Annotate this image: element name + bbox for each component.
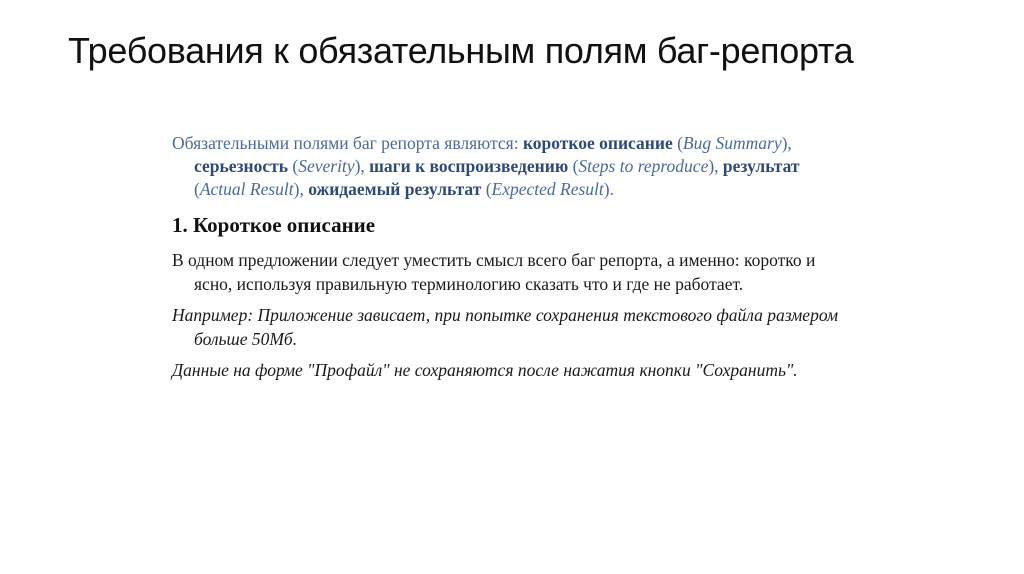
field-expected-name: ожидаемый результат	[308, 179, 482, 199]
section-heading: 1. Короткое описание	[172, 213, 376, 237]
field-steps-name: шаги к воспроизведению	[369, 156, 569, 176]
paren-close: ).	[603, 179, 614, 199]
paren-open: (	[672, 133, 683, 153]
field-severity-name: серьезность	[194, 156, 288, 176]
paren-close: ),	[354, 156, 370, 176]
intro-paragraph	[172, 132, 852, 201]
field-actual-en: Actual Result	[199, 179, 294, 199]
paren-open: (	[194, 179, 200, 199]
intro-lead: Обязательными полями баг репорта являются:	[172, 133, 523, 153]
field-actual-name: результат	[722, 156, 800, 176]
example-paragraph-1: Например: Приложение зависает, при попытке сохранения текстового файла размером больше 50Мб.	[172, 305, 839, 349]
field-steps-en: Steps to reproduce	[578, 156, 709, 176]
paren-close: ),	[708, 156, 723, 176]
paren-close: ),	[293, 179, 309, 199]
paren-close: ),	[781, 133, 792, 153]
paren-open: (	[568, 156, 579, 176]
paren-open: (	[288, 156, 299, 176]
section-description: В одном предложении следует уместить смысл всего баг репорта, а именно: коротко и ясно, используя правильную терминологию сказать что и где не работает.	[172, 250, 816, 294]
field-summary-name: короткое описание	[522, 133, 673, 153]
field-expected-en: Expected Result	[491, 179, 604, 199]
paren-open: (	[481, 179, 492, 199]
slide-content	[172, 132, 852, 391]
example-paragraph-2: Данные на форме "Профайл" не сохраняются после нажатия кнопки "Сохранить".	[172, 360, 798, 380]
field-severity-en: Severity	[298, 156, 355, 176]
slide-title: Требования к обязательным полям баг-репорта	[68, 30, 854, 71]
field-summary-en: Bug Summary	[682, 133, 782, 153]
